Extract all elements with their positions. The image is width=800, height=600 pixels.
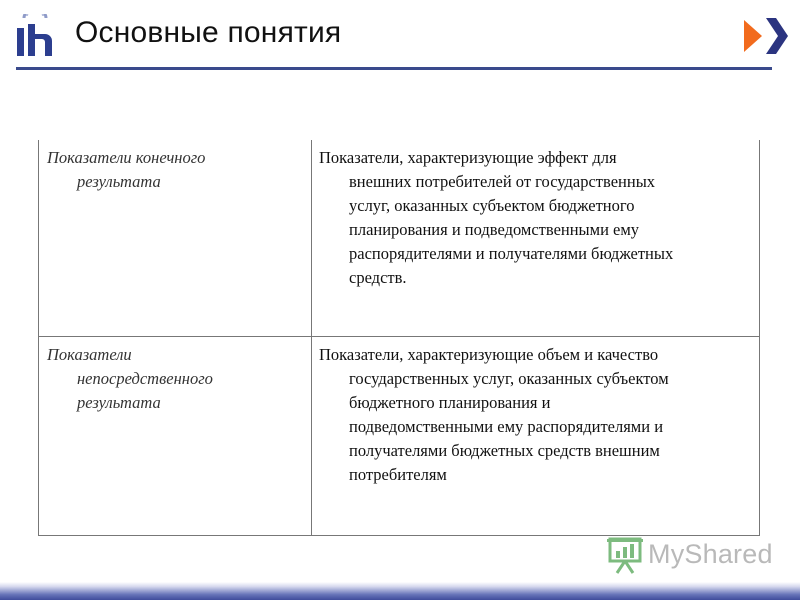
- concepts-table: [38, 140, 760, 536]
- table-row: [39, 140, 760, 337]
- table-row: [39, 337, 760, 536]
- definition-text: Показатели, характеризующие эффект для внешних потребителей от государственных услуг, оказанных субъектом бюджетного планирования и подведомственными ему распорядителями и получателями бюджетных средств.: [319, 148, 674, 287]
- term-cell: [39, 140, 312, 337]
- footer-band: [0, 582, 800, 600]
- definition-text: Показатели, характеризующие объем и качество государственных услуг, оказанных субъектом бюджетного планирования и подведомственными ему распорядителями и получателями бюджетных средств внешним потребителям: [319, 345, 669, 484]
- definition-cell: [312, 140, 760, 337]
- next-slide-arrow-icon[interactable]: [742, 18, 788, 54]
- page-title: Основные понятия: [75, 16, 342, 49]
- header-divider: [16, 67, 772, 70]
- myshared-watermark: [606, 536, 773, 576]
- term-text: Показатели конечного результата: [47, 148, 206, 191]
- definition-cell: [312, 337, 760, 536]
- watermark-text: MyShared: [648, 539, 773, 569]
- institution-logo-icon: [14, 14, 56, 58]
- slide-header: [0, 0, 800, 70]
- term-text: Показатели непосредственного результата: [47, 345, 213, 412]
- myshared-presentation-icon: [606, 536, 644, 574]
- term-cell: [39, 337, 312, 536]
